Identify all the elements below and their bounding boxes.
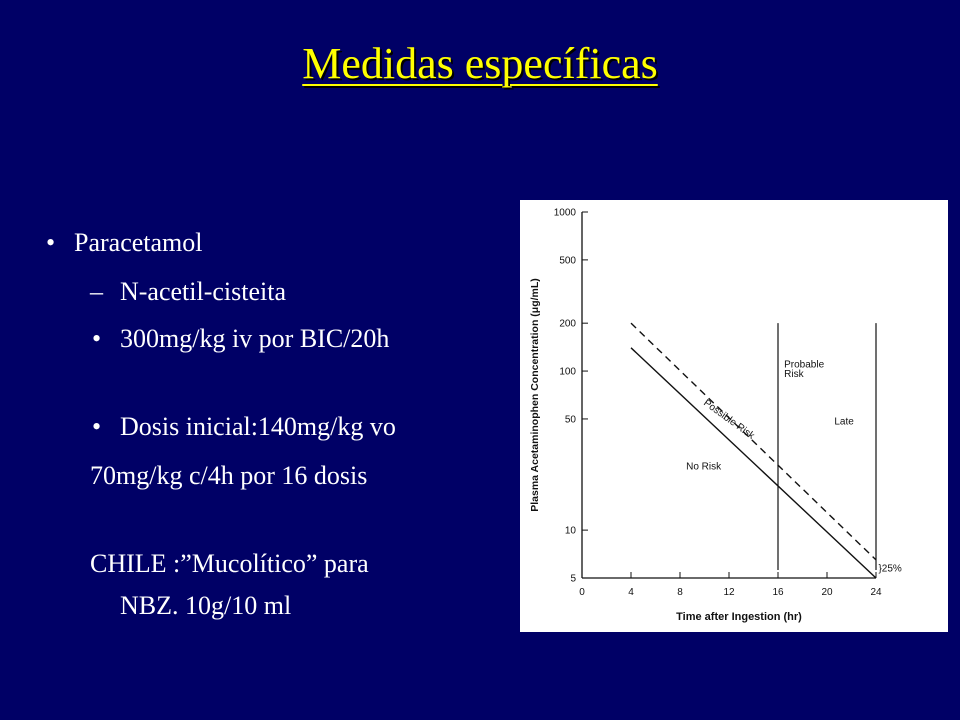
y-tick-label: 100 bbox=[559, 366, 576, 378]
possible-risk-line bbox=[631, 348, 876, 578]
slide-title: Medidas específicas bbox=[302, 39, 658, 88]
bullet-paracetamol: Paracetamol bbox=[74, 228, 203, 257]
annotation-no-risk: No Risk bbox=[686, 461, 722, 473]
subitem-n-acetil-cisteina: N-acetil-cisteita bbox=[120, 277, 287, 306]
x-tick-label: 0 bbox=[579, 587, 585, 598]
chile-note-line1: CHILE :”Mucolítico” para bbox=[90, 549, 369, 578]
nomogram-figure bbox=[520, 200, 948, 632]
x-tick-label: 20 bbox=[821, 587, 833, 598]
y-tick-label: 5 bbox=[570, 573, 576, 585]
subitem-initial-dose: Dosis inicial:140mg/kg vo bbox=[120, 412, 396, 441]
bullet-dot: • bbox=[92, 324, 102, 353]
annotation-25: }25% bbox=[878, 563, 902, 575]
annotation-possible-risk: Possible Risk bbox=[701, 397, 757, 442]
y-tick-label: 1000 bbox=[553, 207, 576, 219]
y-tick-label: 500 bbox=[559, 255, 576, 267]
y-tick-label: 50 bbox=[564, 414, 576, 426]
bullet-dot: • bbox=[92, 412, 102, 441]
y-tick-label: 200 bbox=[559, 318, 576, 330]
nomogram-chart bbox=[520, 200, 948, 632]
subitem-dose-iv: 300mg/kg iv por BIC/20h bbox=[120, 324, 390, 353]
chile-note-line2: NBZ. 10g/10 ml bbox=[120, 591, 292, 620]
annotation-probable: Probable bbox=[784, 359, 825, 371]
x-axis-label: Time after Ingestion (hr) bbox=[676, 611, 802, 623]
subitem-maintenance-dose: 70mg/kg c/4h por 16 dosis bbox=[90, 461, 368, 490]
annotation-late: Late bbox=[834, 416, 854, 428]
annotation-risk: Risk bbox=[784, 368, 804, 380]
probable-risk-line bbox=[631, 323, 876, 560]
x-tick-label: 24 bbox=[870, 587, 882, 598]
x-tick-label: 8 bbox=[677, 587, 683, 598]
y-axis-label: Plasma Acetaminophen Concentration (μg/mL) bbox=[529, 278, 541, 512]
y-tick-label: 10 bbox=[564, 525, 576, 537]
x-tick-label: 16 bbox=[772, 587, 784, 598]
bullet-dot: • bbox=[46, 228, 56, 257]
x-tick-label: 4 bbox=[628, 587, 634, 598]
x-tick-label: 12 bbox=[723, 587, 735, 598]
dash-marker: – bbox=[90, 277, 103, 306]
